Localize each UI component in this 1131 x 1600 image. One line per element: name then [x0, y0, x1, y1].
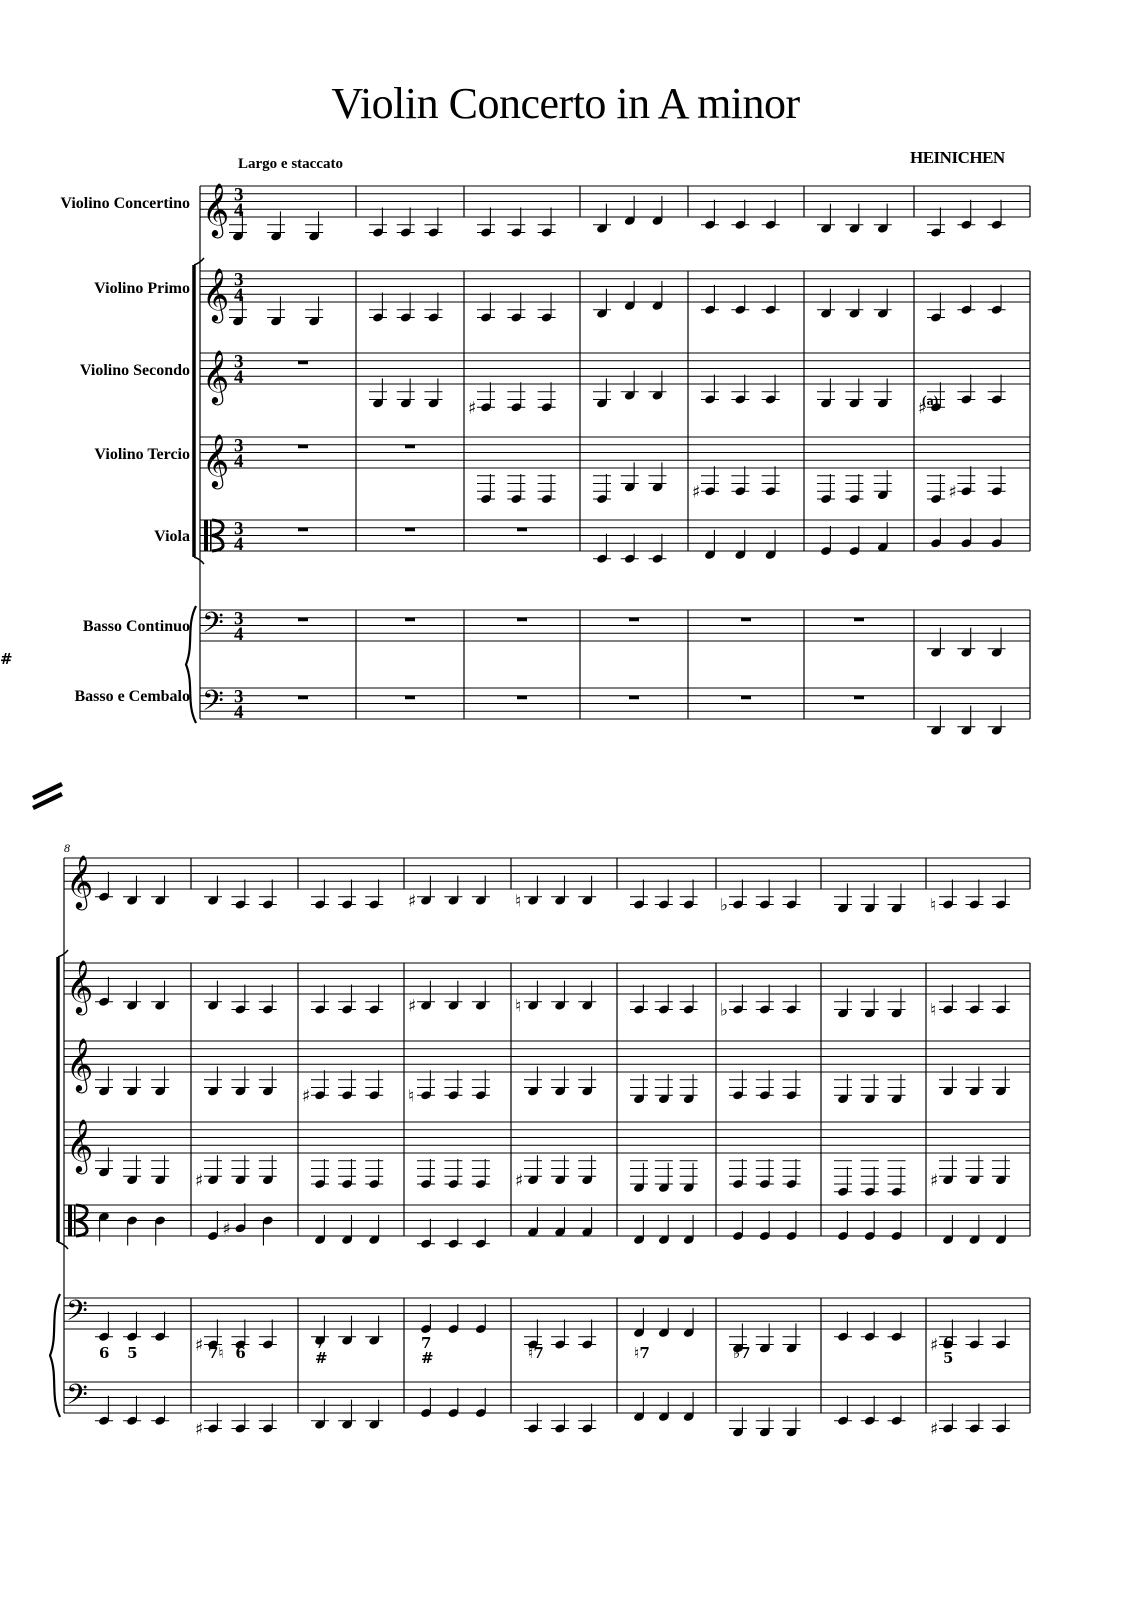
accidental-icon: ♯ — [515, 1171, 524, 1192]
accidental-icon: ♯ — [468, 398, 477, 419]
time-signature-denominator: 4 — [234, 624, 244, 645]
clef-treble-icon: 𝄞 — [202, 182, 230, 236]
whole-rest-icon — [298, 618, 308, 622]
clef-bar — [210, 520, 212, 551]
instrument-label-violino-secondo: Violino Secondo — [79, 362, 190, 379]
time-signature-denominator: 4 — [234, 367, 244, 388]
whole-rest-icon — [629, 696, 639, 700]
whole-rest-icon — [629, 618, 639, 622]
accidental-icon: ♮ — [515, 891, 522, 912]
whole-rest-icon — [405, 696, 415, 700]
accidental-icon: ♭ — [720, 895, 729, 916]
figured-bass-figure: 7♮ — [208, 1344, 224, 1362]
accidental-icon: ♮ — [408, 1086, 415, 1107]
bracket-hook — [194, 557, 204, 564]
accidental-icon: ♯ — [408, 996, 417, 1017]
time-signature-numerator: 3 — [234, 686, 244, 708]
instrument-label-violino-tercio: Violino Tercio — [94, 446, 190, 463]
figured-bass-figure: 7 — [315, 1334, 326, 1352]
instrument-label-violino-concertino: Violino Concertino — [60, 195, 190, 212]
clef-bar — [204, 520, 208, 551]
time-signature-numerator: 3 — [234, 518, 244, 540]
accidental-icon: ♮ — [515, 996, 522, 1017]
clef-treble-icon: 𝄞 — [66, 1118, 94, 1172]
clef-treble-icon: 𝄞 — [202, 267, 230, 321]
bracket-hook — [58, 1242, 68, 1249]
instrument-label-basso-e-cembalo: Basso e Cembalo — [74, 688, 190, 705]
whole-rest-icon — [405, 445, 415, 449]
time-signature-numerator: 3 — [234, 608, 244, 630]
figured-bass-figure: 5 — [943, 1349, 954, 1367]
clef-treble-icon: 𝄞 — [66, 854, 94, 908]
time-signature-numerator: 3 — [234, 184, 244, 206]
accidental-icon: ♯ — [195, 1171, 204, 1192]
whole-rest-icon — [741, 618, 751, 622]
clef-bass-icon: 𝄢 — [66, 1378, 88, 1419]
whole-rest-icon — [298, 445, 308, 449]
whole-rest-icon — [854, 618, 864, 622]
whole-rest-icon — [405, 528, 415, 532]
accidental-icon: ♯ — [195, 1419, 204, 1440]
whole-rest-icon — [517, 528, 527, 532]
composer-name: HEINICHEN — [910, 148, 1005, 167]
whole-rest-icon — [517, 618, 527, 622]
accidental-icon: ♮ — [930, 895, 937, 916]
figured-bass-figure: ♭7 — [733, 1344, 751, 1362]
instrument-label-basso-continuo: Basso Continuo — [82, 618, 190, 635]
time-signature-numerator: 3 — [234, 435, 244, 457]
clef-bar — [68, 1205, 72, 1236]
clef-bass-icon: 𝄢 — [202, 606, 224, 647]
instrument-label-violino-primo: Violino Primo — [94, 280, 190, 297]
accidental-icon: ♯ — [930, 1171, 939, 1192]
clef-treble-icon: 𝄞 — [202, 349, 230, 403]
editorial-note: (a) — [922, 394, 939, 409]
time-signature-denominator: 4 — [234, 451, 244, 472]
piece-title: Violin Concerto in A minor — [331, 79, 800, 128]
accidental-icon: ♯ — [930, 1335, 939, 1356]
accidental-icon: ♯ — [930, 1419, 939, 1440]
time-signature-denominator: 4 — [234, 285, 244, 306]
whole-rest-icon — [517, 696, 527, 700]
figured-bass-figure: # — [421, 1349, 434, 1367]
accidental-icon: ♯ — [195, 1335, 204, 1356]
figured-bass-figure: 7 — [421, 1334, 432, 1352]
whole-rest-icon — [741, 696, 751, 700]
figured-bass-figure: ♮7 — [634, 1344, 650, 1362]
accidental-icon: ♮ — [930, 1000, 937, 1021]
tempo-marking: Largo e staccato — [238, 156, 343, 172]
figured-bass-figure: ♮7 — [528, 1344, 544, 1362]
time-signature-denominator: 4 — [234, 534, 244, 555]
accidental-icon: ♯ — [302, 1086, 311, 1107]
figured-bass-figure: # — [0, 650, 13, 668]
whole-rest-icon — [854, 696, 864, 700]
whole-rest-icon — [298, 696, 308, 700]
bass-brace — [50, 1294, 60, 1417]
accidental-icon: ♯ — [918, 398, 927, 419]
measure-number: 8 — [64, 841, 70, 855]
whole-rest-icon — [405, 618, 415, 622]
accidental-icon: ♭ — [720, 1000, 729, 1021]
figured-bass-figure: 6 — [943, 1334, 954, 1352]
time-signature-numerator: 3 — [234, 269, 244, 291]
figured-bass-figure: 6 — [235, 1344, 246, 1362]
time-signature-denominator: 4 — [234, 702, 244, 723]
bracket-hook — [194, 258, 204, 265]
clef-bass-icon: 𝄢 — [66, 1294, 88, 1335]
clef-bass-icon: 𝄢 — [202, 684, 224, 725]
accidental-icon: ♯ — [692, 482, 701, 503]
figured-bass-figure: 5 — [127, 1344, 138, 1362]
clef-treble-icon: 𝄞 — [66, 959, 94, 1013]
bracket-hook — [58, 950, 68, 957]
clef-treble-icon: 𝄞 — [202, 433, 230, 487]
instrument-label-viola: Viola — [154, 528, 190, 545]
figured-bass-figure: # — [315, 1349, 328, 1367]
clef-treble-icon: 𝄞 — [66, 1037, 94, 1091]
bass-brace — [186, 606, 196, 723]
accidental-icon: ♯ — [222, 1219, 231, 1240]
accidental-icon: ♯ — [948, 482, 957, 503]
system-separator-icon — [33, 784, 62, 808]
accidental-icon: ♯ — [408, 891, 417, 912]
clef-bar — [74, 1205, 76, 1236]
figured-bass-figure: 6 — [99, 1344, 110, 1362]
whole-rest-icon — [298, 361, 308, 365]
time-signature-numerator: 3 — [234, 351, 244, 373]
whole-rest-icon — [298, 528, 308, 532]
time-signature-denominator: 4 — [234, 200, 244, 221]
